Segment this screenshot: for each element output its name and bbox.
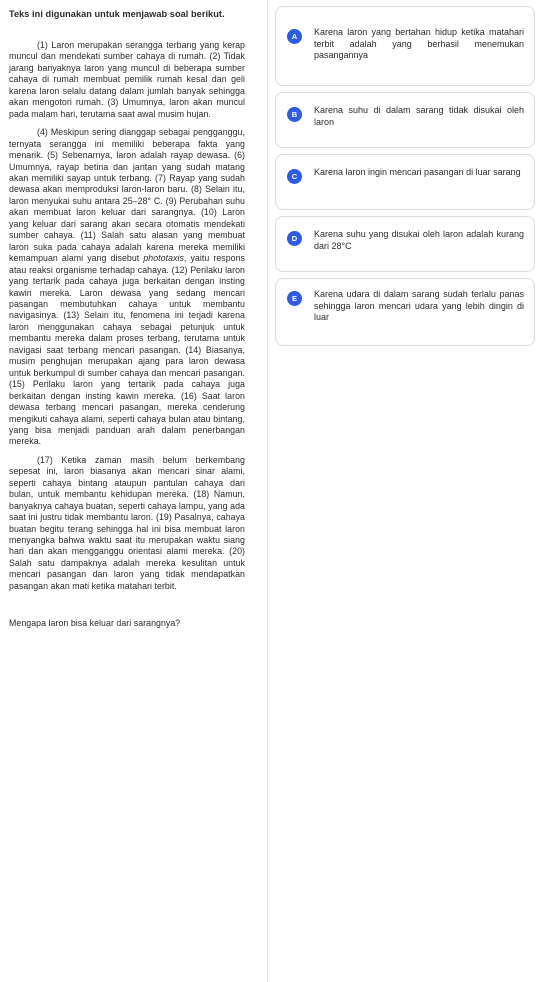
phototaxis-term: phototaxis <box>143 253 184 264</box>
passage-heading: Teks ini digunakan untuk menjawab soal berikut. <box>9 9 225 19</box>
paragraph-2-part-2: , yaitu respons atau reaksi organisme terhadap cahaya. (12) Perilaku laron yang tertarik pada cahaya juga berkaitan dengan insting kawin mereka. Laron dewasa yang sedang mencari pasangan membutuhkan cahaya untuk membantu navigasinya. (13) Selain itu, fenomena ini terjadi karena laron menggunakan cahaya sebagai petunjuk untuk membantu mereka dalam proses terbang, terutama untuk navigasi saat terbang mencari pasangan. (14) Biasanya, musim penghujan merupakan ajang para laron dewasa untuk berkumpul di sumber cahaya dan mencari pasangan. (15) Perilaku laron yang tertarik pada cahaya juga berkaitan dengan insting kawin mereka. (16) Saat laron dewasa terbang mencari pasangan, mereka cenderung mengikuti cahaya alami, seperti cahaya bulan atau bintang, yang bisa menjadi panduan arah dalam penerbangan mereka. <box>9 253 245 447</box>
option-a[interactable] <box>275 6 535 86</box>
paragraph-2 <box>9 127 245 448</box>
reading-passage <box>0 0 268 982</box>
question-text: Mengapa laron bisa keluar dari sarangnya? <box>9 618 181 629</box>
option-e-badge: E <box>287 291 302 306</box>
option-e[interactable] <box>275 278 535 346</box>
option-d-badge: D <box>287 231 302 246</box>
option-c-badge: C <box>287 169 302 184</box>
option-c[interactable] <box>275 154 535 210</box>
paragraph-3: (17) Ketika zaman masih belum berkembang sepesat ini, laron biasanya akan mencari sinar alami, seperti cahaya bintang ataupun pantulan cahaya dari bulan, untuk membantu kehidupan mereka. (18) Namun, banyaknya cahaya buatan, seperti cahaya lampu, yang ada saat ini justru tidak membantu laron. (19) Pasalnya, cahaya buatan begitu terang sehingga hal ini bisa membuat laron menyangka bahwa waktu saat itu merupakan waktu siang hari dan akan mengganggu orientasi alami mereka. (20) Salah satu dampaknya adalah mereka kesulitan untuk mencari pasangan dan laron yang tidak mendapatkan pasangan akan mati ketika matahari terbit. <box>9 454 245 591</box>
option-e-text: Karena udara di dalam sarang sudah terlalu panas sehingga laron mencari udara yang lebih dingin di luar <box>314 289 524 322</box>
option-a-badge: A <box>287 29 302 44</box>
answer-options <box>275 6 536 352</box>
option-a-text: Karena laron yang bertahan hidup ketika matahari terbit adalah yang berhasil menemukan pasangannya <box>314 27 524 60</box>
option-d[interactable] <box>275 216 535 272</box>
option-b-text: Karena suhu di dalam sarang tidak disukai oleh laron <box>314 105 524 127</box>
option-d-text: Karena suhu yang disukai oleh laron adalah kurang dari 28°C <box>314 229 524 251</box>
paragraph-1: (1) Laron merupakan serangga terbang yang kerap muncul dan mendekati sumber cahaya di rumah. (2) Tidak jarang banyaknya laron yang muncul di beberapa sumber cahaya di rumah membuat pemilik rumah kesal dan geli karena laron selalu datang dalam jumlah banyak sehingga akan mengotori rumah. (3) Umumnya, laron akan muncul pada malam hari, terutama saat awal musim hujan. <box>9 40 245 119</box>
paragraph-2-part-1: (4) Meskipun sering dianggap sebagai pengganggu, ternyata serangga ini memiliki beberapa fakta yang menarik. (5) Sebenarnya, laron adalah rayap dewasa. (6) Umumnya, rayap betina dan jantan yang sudah matang akan memiliki sayap untuk terbang. (7) Rayap yang sudah dewasa akan memproduksi laron-laron baru. (8) Selain itu, laron menyukai suhu antara 25–28° C. (9) Perubahan suhu akan membuat laron keluar dari sarangnya. (10) Laron yang keluar dari sarang akan secara otomatis mendekati sumber cahaya. (11) Salah satu alasan yang membuat laron suka pada cahaya adalah karena mereka memiliki kemampuan alami yang disebut <box>9 127 245 264</box>
option-c-text: Karena laron ingin mencari pasangan di luar sarang <box>314 167 521 177</box>
option-b[interactable] <box>275 92 535 148</box>
option-b-badge: B <box>287 107 302 122</box>
